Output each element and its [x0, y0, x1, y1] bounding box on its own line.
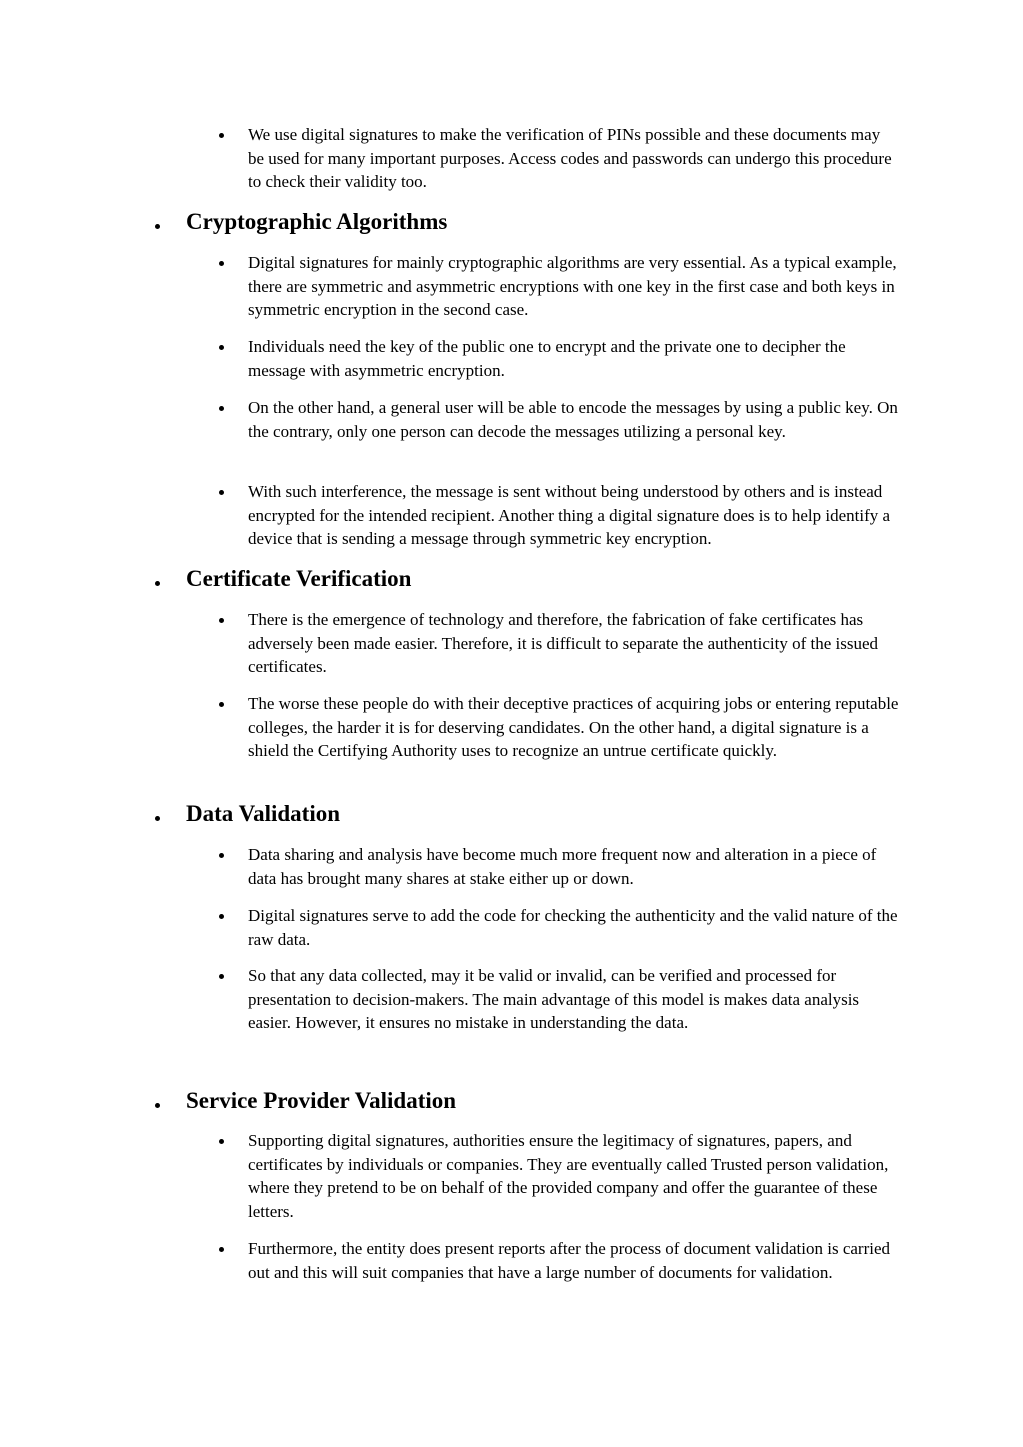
bullet-icon [155, 224, 160, 229]
bullet-icon [219, 974, 224, 979]
bullet-icon [155, 816, 160, 821]
bullet-icon [219, 133, 224, 138]
bullet-icon [219, 406, 224, 411]
section-heading: Data Validation [186, 801, 341, 826]
bullet-icon [155, 581, 160, 586]
bullet-icon [219, 853, 224, 858]
list-item: Data sharing and analysis have become much more frequent now and alteration in a piece of data has brought many shares at stake either up or down. [248, 845, 877, 888]
list-item: Furthermore, the entity does present reports after the process of document validation is carried out and this will suit companies that have a large number of documents for validation. [248, 1239, 891, 1282]
bullet-icon [219, 261, 224, 266]
list-item: The worse these people do with their deceptive practices of acquiring jobs or entering reputable colleges, the harder it is for deserving candidates. On the other hand, a digital signature is a shield the Certifying Authority uses to recognize an untrue certificate quickly. [248, 694, 899, 760]
bullet-icon [219, 1139, 224, 1144]
section-heading: Cryptographic Algorithms [186, 209, 448, 234]
bullet-icon [219, 914, 224, 919]
list-item: Supporting digital signatures, authorities ensure the legitimacy of signatures, papers, and certificates by individuals or companies. They are eventually called Trusted person validation, where they pretend to be on behalf of the provided company and offer the guarantee of these letters. [248, 1131, 889, 1221]
bullet-icon [219, 1247, 224, 1252]
list-item: Individuals need the key of the public one to encrypt and the private one to decipher the message with asymmetric encryption. [248, 337, 846, 380]
bullet-icon [219, 345, 224, 350]
list-item: So that any data collected, may it be valid or invalid, can be verified and processed for presentation to decision-makers. The main advantage of this model is makes data analysis easier. However, it ensures no mistake in understanding the data. [248, 966, 860, 1032]
section-heading: Certificate Verification [186, 566, 412, 591]
section-heading: Service Provider Validation [186, 1088, 457, 1113]
bullet-icon [219, 490, 224, 495]
bullet-icon [155, 1103, 160, 1108]
list-item: Digital signatures serve to add the code for checking the authenticity and the valid nature of the raw data. [248, 906, 898, 949]
list-item: There is the emergence of technology and therefore, the fabrication of fake certificates has adversely been made easier. Therefore, it is difficult to separate the authenticity of the issued certificates. [248, 610, 879, 676]
list-item: On the other hand, a general user will be able to encode the messages by using a public key. On the contrary, only one person can decode the messages utilizing a personal key. [248, 398, 898, 441]
bullet-icon [219, 702, 224, 707]
bullet-icon [219, 618, 224, 623]
list-item: With such interference, the message is sent without being understood by others and is instead encrypted for the intended recipient. Another thing a digital signature does is to help identify a device that is sending a message through symmetric key encryption. [248, 482, 891, 548]
list-item: Digital signatures for mainly cryptographic algorithms are very essential. As a typical example, there are symmetric and asymmetric encryptions with one key in the first case and both keys in symmetric encryption in the second case. [248, 253, 897, 319]
list-item: We use digital signatures to make the verification of PINs possible and these documents may be used for many important purposes. Access codes and passwords can undergo this procedure to check their validity too. [248, 125, 892, 191]
